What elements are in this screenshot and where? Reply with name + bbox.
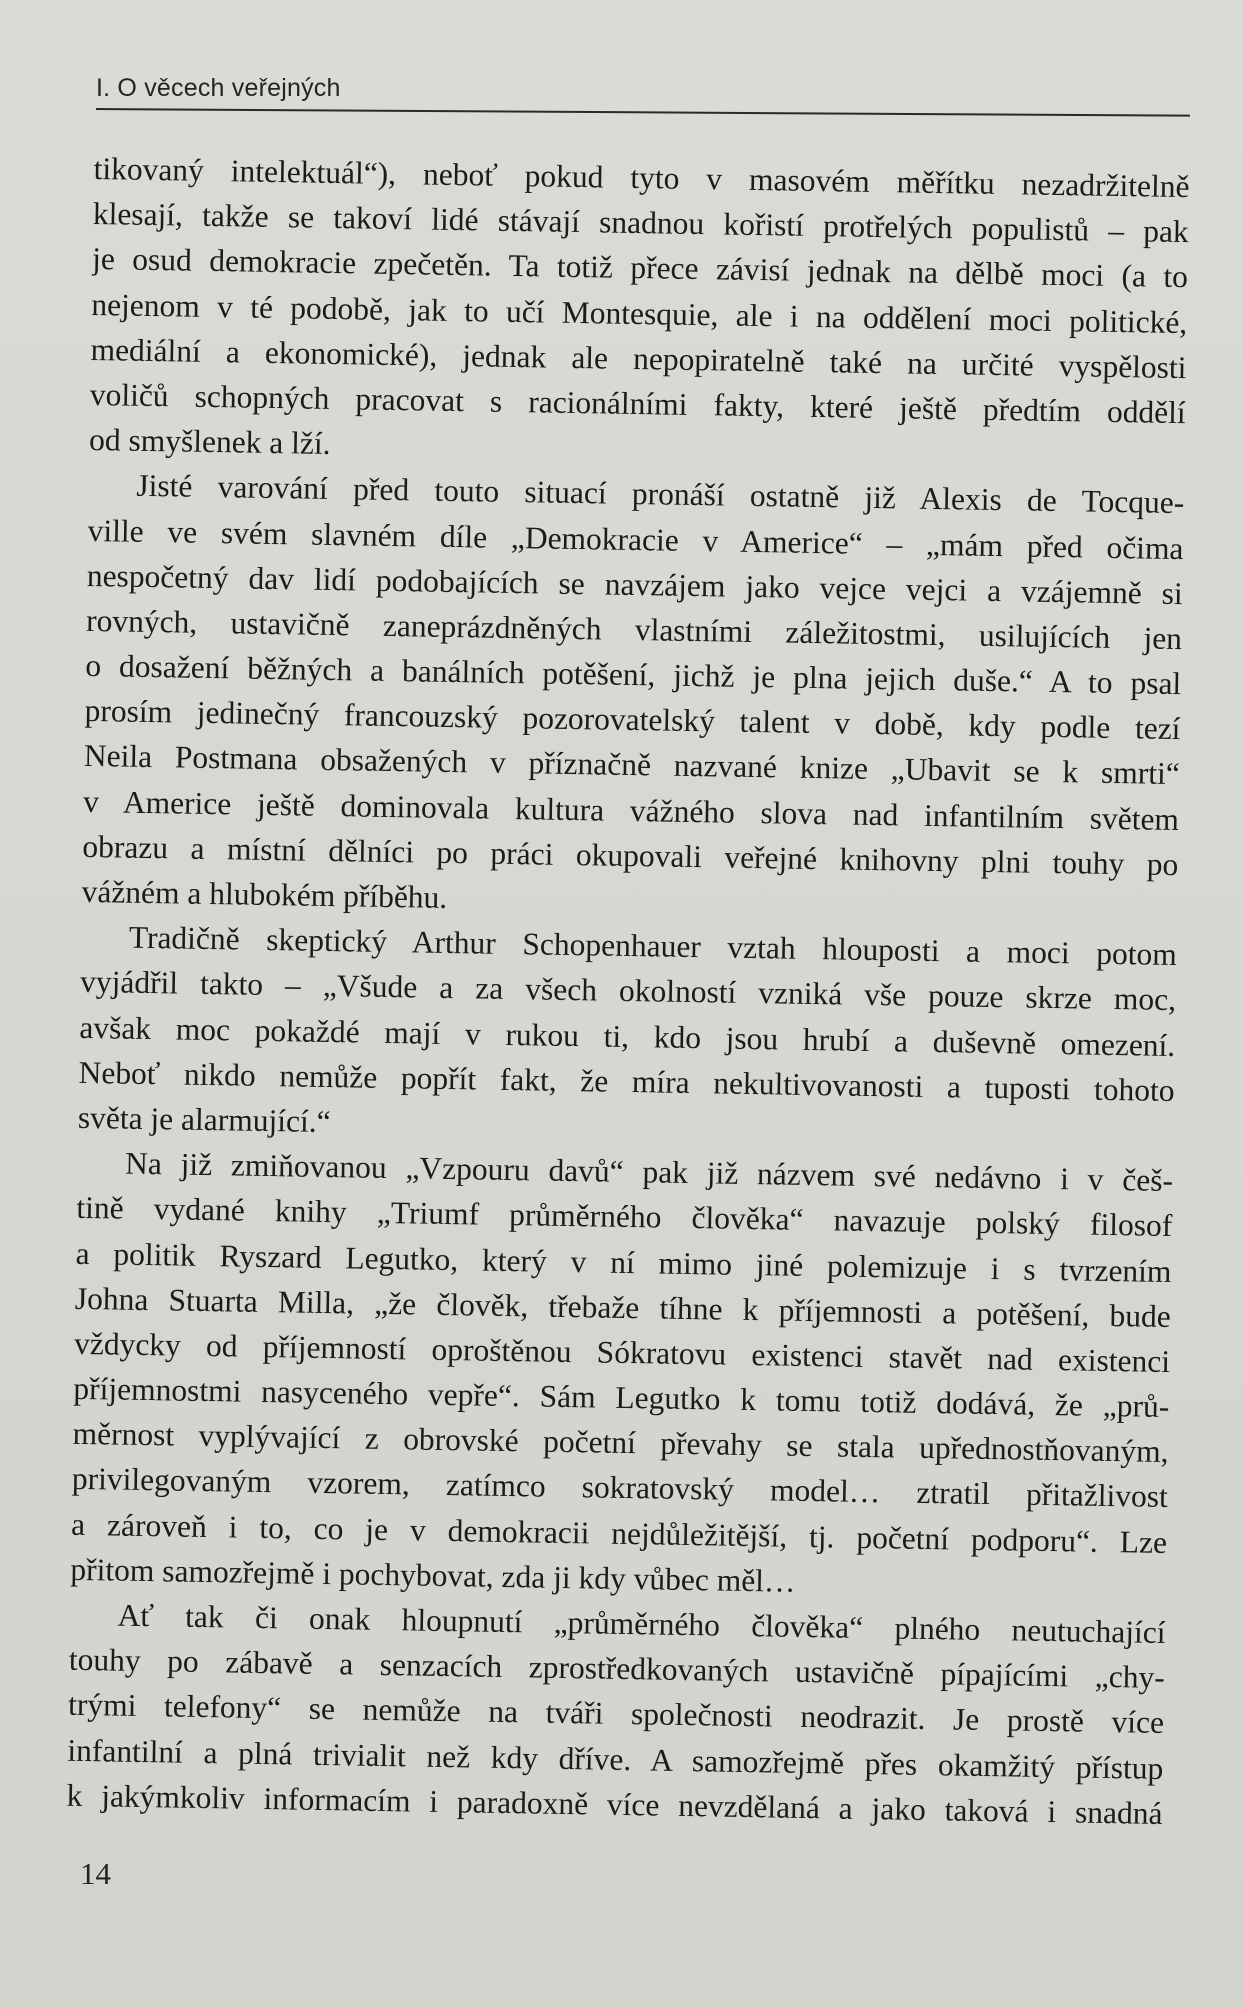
text-line: příjemnostmi nasyceného vepře“. Sám Legutko k tomu totiž dodává, že „prů- <box>73 1370 1170 1425</box>
text-line: obrazu a místní dělníci po práci okupovali veřejné knihovny plni touhy po <box>82 828 1179 882</box>
text-line: tině vydané knihy „Triumf průměrného člověka“ navazuje polský filosof <box>76 1190 1173 1244</box>
text-line: Neila Postmana obsažených v příznačně nazvané knize „Ubavit se k smrti“ <box>83 738 1181 792</box>
text-line: mediální a ekonomické), jednak ale nepopiratelně také na určité vyspělosti <box>90 331 1187 385</box>
text-line: od smyšlenek a lží. <box>88 422 331 462</box>
text-line: infantilní a plná trivialit než kdy dříve. A samozřejmě přes okamžitý přístup <box>67 1732 1164 1786</box>
text-line: rovných, ustavičně zaneprázdněných vlastními záležitostmi, usilujících jen <box>85 602 1183 656</box>
text-line: avšak moc pokaždé mají v rukou ti, kdo jsou hrubí a duševně omezení. <box>79 1009 1176 1063</box>
text-line: a politik Ryszard Legutko, který v ní mimo jiné polemizuje i s tvrzením <box>75 1235 1172 1289</box>
body-text <box>66 146 1190 1836</box>
text-line: a zároveň i to, co je v demokracii nejdůležitější, tj. početní podporu“. Lze <box>70 1506 1168 1560</box>
text-line: touhy po zábavě a senzacích zprostředkovaných ustavičně pípajícími „chy- <box>68 1641 1166 1696</box>
text-line: vážném a hlubokém příběhu. <box>81 873 448 915</box>
running-head: I. O věcech veřejných <box>96 74 341 102</box>
text-line: vždycky od příjemností oproštěnou Sókratovu existenci stavět nad existenci <box>73 1325 1171 1379</box>
text-line: nespočetný dav lidí podobajících se navzájem jako vejce vejci a vzájemně si <box>86 557 1184 611</box>
text-line: k jakýmkoliv informacím i paradoxně více nevzdělaná a jako taková i snadná <box>66 1777 1163 1831</box>
text-line: tikovaný intelektuál“), neboť pokud tyto v masovém měřítku nezadržitelně <box>93 150 1190 205</box>
text-line: trými telefony“ se nemůže na tváři společnosti neodrazit. Je prostě více <box>67 1687 1165 1741</box>
text-line: privilegovaným vzorem, zatímco sokratovský model… ztratil přitažlivost <box>71 1461 1169 1515</box>
text-line: v Americe ještě dominovala kultura vážného slova nad infantilním světem <box>82 783 1180 837</box>
text-line: Na již zmiňovanou „Vzpouru davů“ pak již názvem své nedávno i v češ- <box>124 1145 1174 1199</box>
text-line: měrnost vyplývající z obrovské početní převahy se stala upřednostňovaným, <box>72 1416 1169 1470</box>
text-line: Johna Stuarta Milla, „že člověk, třebaže tíhne k příjemnosti a potěšení, bude <box>74 1280 1172 1334</box>
page-number: 14 <box>80 1856 111 1891</box>
text-line: Neboť nikdo nemůže popřít fakt, že míra nekultivovanosti a tuposti tohoto <box>78 1054 1175 1108</box>
text-line: Tradičně skeptický Arthur Schopenhauer vztah hlouposti a moci potom <box>128 919 1178 973</box>
text-line: voličů schopných pracovat s racionálními fakty, které ještě předtím oddělí <box>89 376 1187 431</box>
text-line: klesají, takže se takoví lidé stávají snadnou kořistí protřelých populistů – pak <box>92 196 1190 250</box>
text-line: nejenom v té podobě, jak to učí Montesquie, ale i na oddělení moci politické, <box>91 286 1188 340</box>
header-rule <box>96 108 1190 117</box>
text-line: je osud demokracie zpečetěn. Ta totiž přece závisí jednak na dělbě moci (a to <box>91 241 1189 295</box>
text-line: světa je alarmující.“ <box>77 1099 331 1139</box>
text-line: prosím jedinečný francouzský pozorovatelský talent v době, kdy podle tezí <box>84 693 1181 747</box>
text-line: ville ve svém slavném díle „Demokracie v Americe“ – „mám před očima <box>87 512 1184 566</box>
text-line: Jisté varování před touto situací pronáší ostatně již Alexis de Tocque- <box>136 468 1185 521</box>
text-line: vyjádřil takto – „Všude a za všech okolností vzniká vše pouze skrze moc, <box>79 964 1177 1018</box>
text-line: o dosažení běžných a banálních potěšení, jichž je plna jejich duše.“ A to psal <box>85 647 1182 702</box>
text-line: přitom samozřejmě i pochybovat, zda ji kdy vůbec měl… <box>70 1551 796 1599</box>
text-line: Ať tak či onak hloupnutí „průměrného člověka“ plného neutuchající <box>117 1597 1166 1650</box>
